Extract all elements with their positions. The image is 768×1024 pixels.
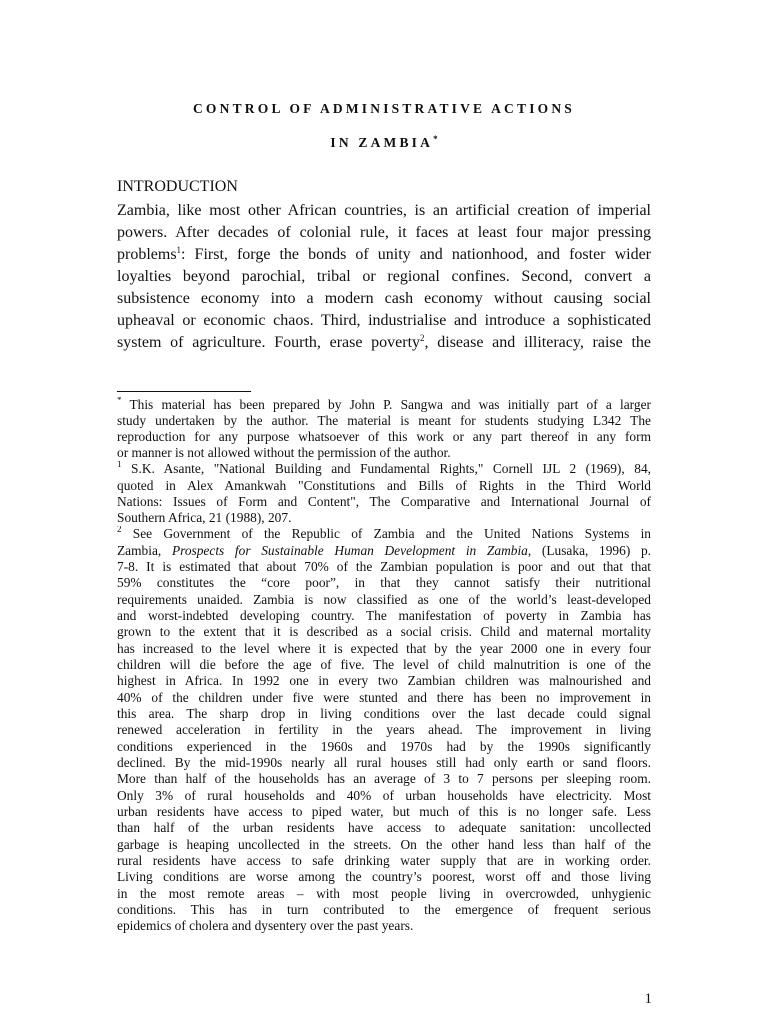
- footnote-2-line: than half of the urban residents have access to adequate sanitation: uncollected: [117, 820, 651, 835]
- document-title: CONTROL OF ADMINISTRATIVE ACTIONS: [192, 101, 576, 116]
- footnote-2-line: children will die before the age of five. The level of child malnutrition is one of the: [117, 657, 651, 672]
- footnote-2-line: epidemics of cholera and dysentery over the past years.: [117, 918, 414, 933]
- page-number: 1: [644, 991, 652, 1007]
- document-title-line-2: [0, 135, 768, 151]
- footnote-star-line: study undertaken by the author. The material is meant for students studying L342 The: [117, 413, 651, 428]
- footnote-marker-1: 1: [117, 461, 122, 469]
- footnote-2-line: and worst-indebted developing country. The manifestation of poverty in Zambia has: [117, 608, 651, 623]
- footnote-2-line: grown to the extent that it is described as a social crisis. Child and maternal mortality: [117, 624, 651, 639]
- body-line: upheaval or economic chaos. Third, industrialise and introduce a sophisticated: [117, 312, 651, 329]
- cited-title: Prospects for Sustainable Human Development in Zambia: [171, 543, 528, 558]
- footnote-2-line: this area. The sharp drop in living conditions over the last decade could signal: [117, 706, 651, 721]
- footnote-2-line: 59% constitutes the “core poor”, in that they cannot satisfy their nutritional: [117, 575, 651, 590]
- body-line: loyalties beyond parochial, tribal or regional confines. Second, convert a: [117, 268, 651, 285]
- footnote-2-line: urban residents have access to piped water, but much of this is no longer safe. Less: [117, 804, 651, 819]
- footnote-ref-2: 2: [420, 333, 425, 343]
- footnote-1-line: Southern Africa, 21 (1988), 207.: [117, 510, 292, 525]
- title-text: IN ZAMBIA: [330, 135, 434, 150]
- footnote-star-line: reproduction for any purpose whatsoever of this work or any part thereof in any form: [117, 429, 651, 444]
- footnote-2-line: Only 3% of rural households and 40% of urban households have electricity. Most: [117, 788, 651, 803]
- footnote-2-line: [117, 543, 651, 560]
- footnote-star-line: [117, 397, 651, 414]
- title-footnote-marker: *: [433, 134, 438, 144]
- footnote-1-line: quoted in Alex Amankwah "Constitutions and Bills of Rights in the Third World: [117, 478, 651, 493]
- footnote-2-line: conditions. This has in turn contributed to the emergence of frequent serious: [117, 902, 651, 917]
- footnote-star-line: or manner is not allowed without the permission of the author.: [117, 445, 451, 460]
- footnote-2-line: in the most remote areas – with most people living in overcrowded, unhygienic: [117, 886, 651, 901]
- body-line: [117, 244, 651, 266]
- footnote-2-line: renewed acceleration in fertility in the years ahead. The improvement in living: [117, 722, 651, 737]
- body-line: subsistence economy into a modern cash economy without causing social: [117, 290, 651, 307]
- footnote-2-line: Living conditions are worse among the country’s poorest, worst off and those living: [117, 869, 651, 884]
- body-text: problems: [117, 246, 177, 263]
- body-line: [117, 332, 651, 354]
- footnote-2-line: 40% of the children under five were stunted and there has been no improvement in: [117, 690, 651, 705]
- body-text: system of agriculture. Fourth, erase poverty: [117, 334, 421, 351]
- footnote-2-line: declined. By the mid-1990s nearly all rural houses still had only earth or sand floors.: [117, 755, 651, 770]
- footnote-2-line: More than half of the households has an average of 3 to 7 persons per sleeping room.: [117, 771, 651, 786]
- footnote-text: S.K. Asante, "National Building and Fundamental Rights," Cornell IJL 2 (1969), 84,: [121, 461, 651, 476]
- footnote-text: This material has been prepared by John P. Sangwa and was initially part of a larger: [121, 397, 651, 412]
- footnote-text: , (Lusaka, 1996) p.: [527, 543, 651, 558]
- footnote-2-line: garbage is heaping uncollected in the streets. On the other hand less than half of the: [117, 837, 651, 852]
- footnote-2-line: rural residents have access to safe drinking water supply that are in working order.: [117, 853, 651, 868]
- footnote-2-line: 7-8. It is estimated that about 70% of the Zambian population is poor and out that that: [117, 559, 651, 574]
- body-line: powers. After decades of colonial rule, it faces at least four major pressing: [117, 224, 651, 241]
- footnote-2-line: requirements unaided. Zambia is now classified as one of the world’s least-developed: [117, 592, 651, 607]
- footnote-text: Zambia,: [117, 543, 172, 558]
- footnote-text: See Government of the Republic of Zambia and the United Nations Systems in: [121, 526, 651, 541]
- body-text: : First, forge the bonds of unity and nationhood, and foster wider: [181, 246, 651, 263]
- footnote-1-line: Nations: Issues of Form and Content", The Comparative and International Journal of: [117, 494, 651, 509]
- footnote-ref-1: 1: [176, 245, 182, 255]
- footnote-2-line: highest in Africa. In 1992 one in every two Zambian children was malnourished and: [117, 673, 651, 688]
- footnote-marker-2: 2: [117, 526, 122, 534]
- footnote-separator: [117, 391, 251, 392]
- footnote-2-line: has increased to the level where it is expected that by the year 2000 one in every four: [117, 641, 651, 656]
- body-text: , disease and illiteracy, raise the: [424, 334, 651, 351]
- footnote-1-line: [117, 461, 651, 478]
- body-line: Zambia, like most other African countries, is an artificial creation of imperial: [117, 202, 651, 219]
- footnote-2-line: conditions experienced in the 1960s and 1970s had by the 1990s significantly: [117, 739, 651, 754]
- footnote-marker-star: *: [117, 397, 122, 405]
- footnote-2-line: [117, 526, 651, 543]
- section-heading: INTRODUCTION: [117, 178, 238, 195]
